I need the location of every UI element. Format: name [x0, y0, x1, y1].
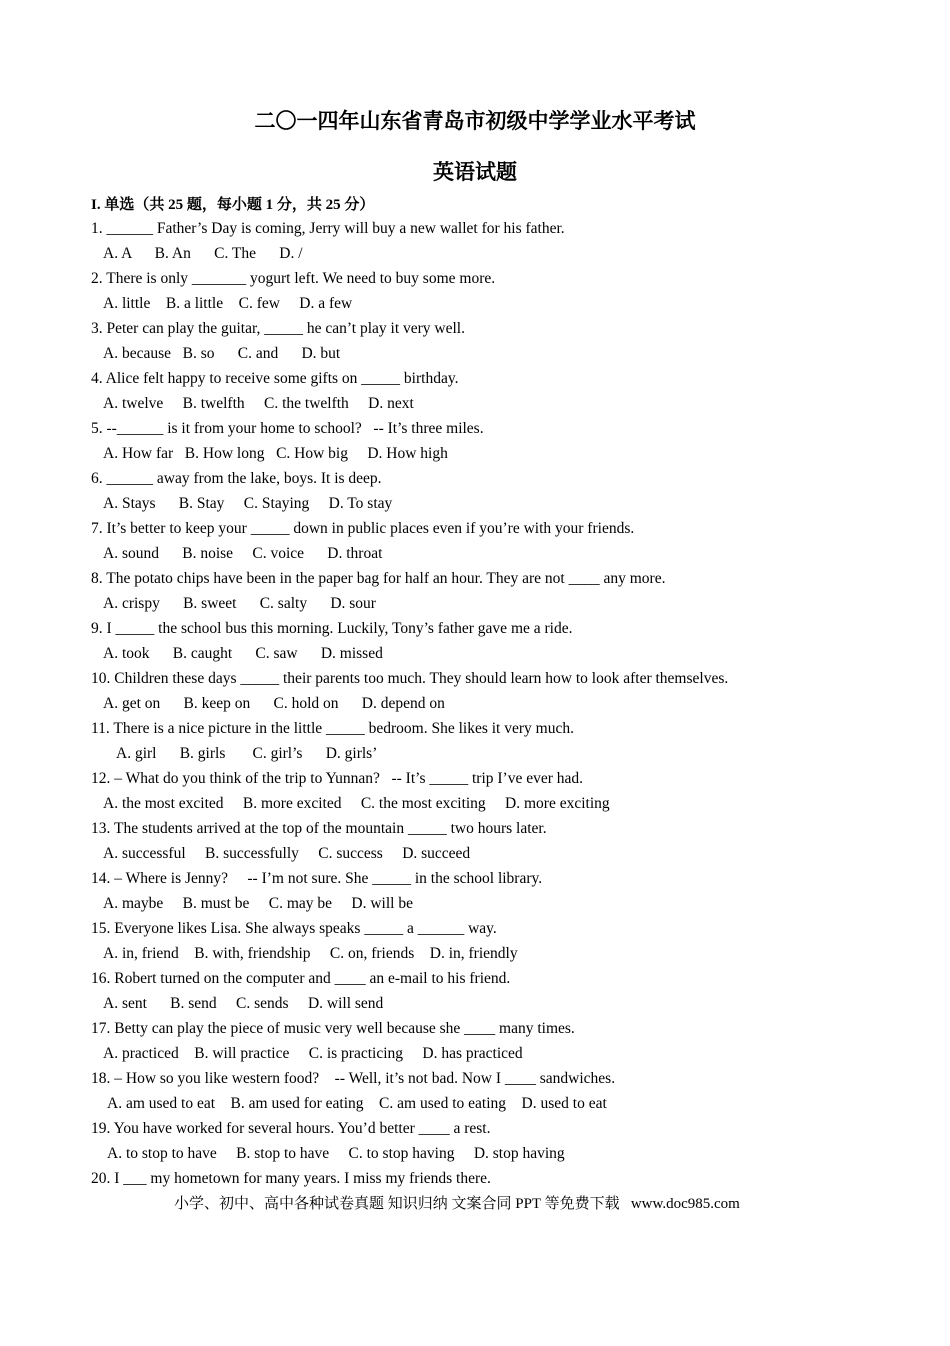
page-title: 二〇一四年山东省青岛市初级中学学业水平考试 [254, 109, 696, 133]
question-text: 16. Robert turned on the computer and ____ an e-mail to his friend. [91, 970, 511, 987]
question-text: 12. – What do you think of the trip to Yunnan? -- It’s _____ trip I’ve ever had. [91, 770, 584, 787]
question-text: 10. Children these days _____ their parents too much. They should learn how to look after themselves. [91, 670, 729, 687]
question-options: A. crispy B. sweet C. salty D. sour [103, 595, 376, 612]
question-options: A. little B. a little C. few D. a few [103, 295, 353, 312]
question-text: 4. Alice felt happy to receive some gifts on _____ birthday. [91, 370, 459, 387]
question-text: 1. ______ Father’s Day is coming, Jerry will buy a new wallet for his father. [91, 220, 565, 237]
question-options: A. get on B. keep on C. hold on D. depend on [103, 695, 445, 712]
question-text: 8. The potato chips have been in the paper bag for half an hour. They are not ____ any more. [91, 570, 666, 587]
question-options: A. to stop to have B. stop to have C. to stop having D. stop having [107, 1145, 565, 1162]
question-text: 17. Betty can play the piece of music very well because she ____ many times. [91, 1020, 575, 1037]
question-text: 11. There is a nice picture in the little _____ bedroom. She likes it very much. [91, 720, 574, 737]
question-list [91, 216, 911, 1191]
question-text: 18. – How so you like western food? -- Well, it’s not bad. Now I ____ sandwiches. [91, 1070, 616, 1087]
section-heading: I. 单选（共 25 题，每小题 1 分，共 25 分） [91, 197, 375, 213]
question-text: 15. Everyone likes Lisa. She always speaks _____ a ______ way. [91, 920, 497, 937]
question-options: A. How far B. How long C. How big D. How high [103, 445, 448, 462]
question-options: A. sound B. noise C. voice D. throat [103, 545, 383, 562]
question-options: A. the most excited B. more excited C. the most exciting D. more exciting [103, 795, 610, 812]
question-options: A. practiced B. will practice C. is practicing D. has practiced [103, 1045, 523, 1062]
question-text: 2. There is only _______ yogurt left. We need to buy some more. [91, 270, 496, 287]
question-options: A. sent B. send C. sends D. will send [103, 995, 384, 1012]
question-options: A. successful B. successfully C. success D. succeed [103, 845, 471, 862]
page-subtitle: 英语试题 [433, 160, 517, 184]
question-text: 20. I ___ my hometown for many years. I miss my friends there. [91, 1170, 491, 1187]
question-text: 5. --______ is it from your home to school? -- It’s three miles. [91, 420, 484, 437]
question-options: A. because B. so C. and D. but [103, 345, 341, 362]
question-text: 14. – Where is Jenny? -- I’m not sure. She _____ in the school library. [91, 870, 543, 887]
question-text: 9. I _____ the school bus this morning. Luckily, Tony’s father gave me a ride. [91, 620, 573, 637]
question-options: A. in, friend B. with, friendship C. on, friends D. in, friendly [103, 945, 518, 962]
question-options: A. took B. caught C. saw D. missed [103, 645, 383, 662]
question-options: A. am used to eat B. am used for eating C. am used to eating D. used to eat [107, 1095, 607, 1112]
footer-text: 小学、初中、高中各种试卷真题 知识归纳 文案合同 PPT 等免费下载 www.doc985.com [174, 1196, 740, 1212]
question-options: A. girl B. girls C. girl’s D. girls’ [116, 745, 378, 762]
question-options: A. twelve B. twelfth C. the twelfth D. next [103, 395, 414, 412]
question-text: 7. It’s better to keep your _____ down in public places even if you’re with your friends. [91, 520, 635, 537]
question-text: 19. You have worked for several hours. You’d better ____ a rest. [91, 1120, 491, 1137]
question-options: A. maybe B. must be C. may be D. will be [103, 895, 413, 912]
question-text: 6. ______ away from the lake, boys. It is deep. [91, 470, 382, 487]
question-options: A. Stays B. Stay C. Staying D. To stay [103, 495, 393, 512]
question-text: 13. The students arrived at the top of the mountain _____ two hours later. [91, 820, 547, 837]
question-options: A. A B. An C. The D. / [103, 245, 303, 262]
question-text: 3. Peter can play the guitar, _____ he can’t play it very well. [91, 320, 465, 337]
